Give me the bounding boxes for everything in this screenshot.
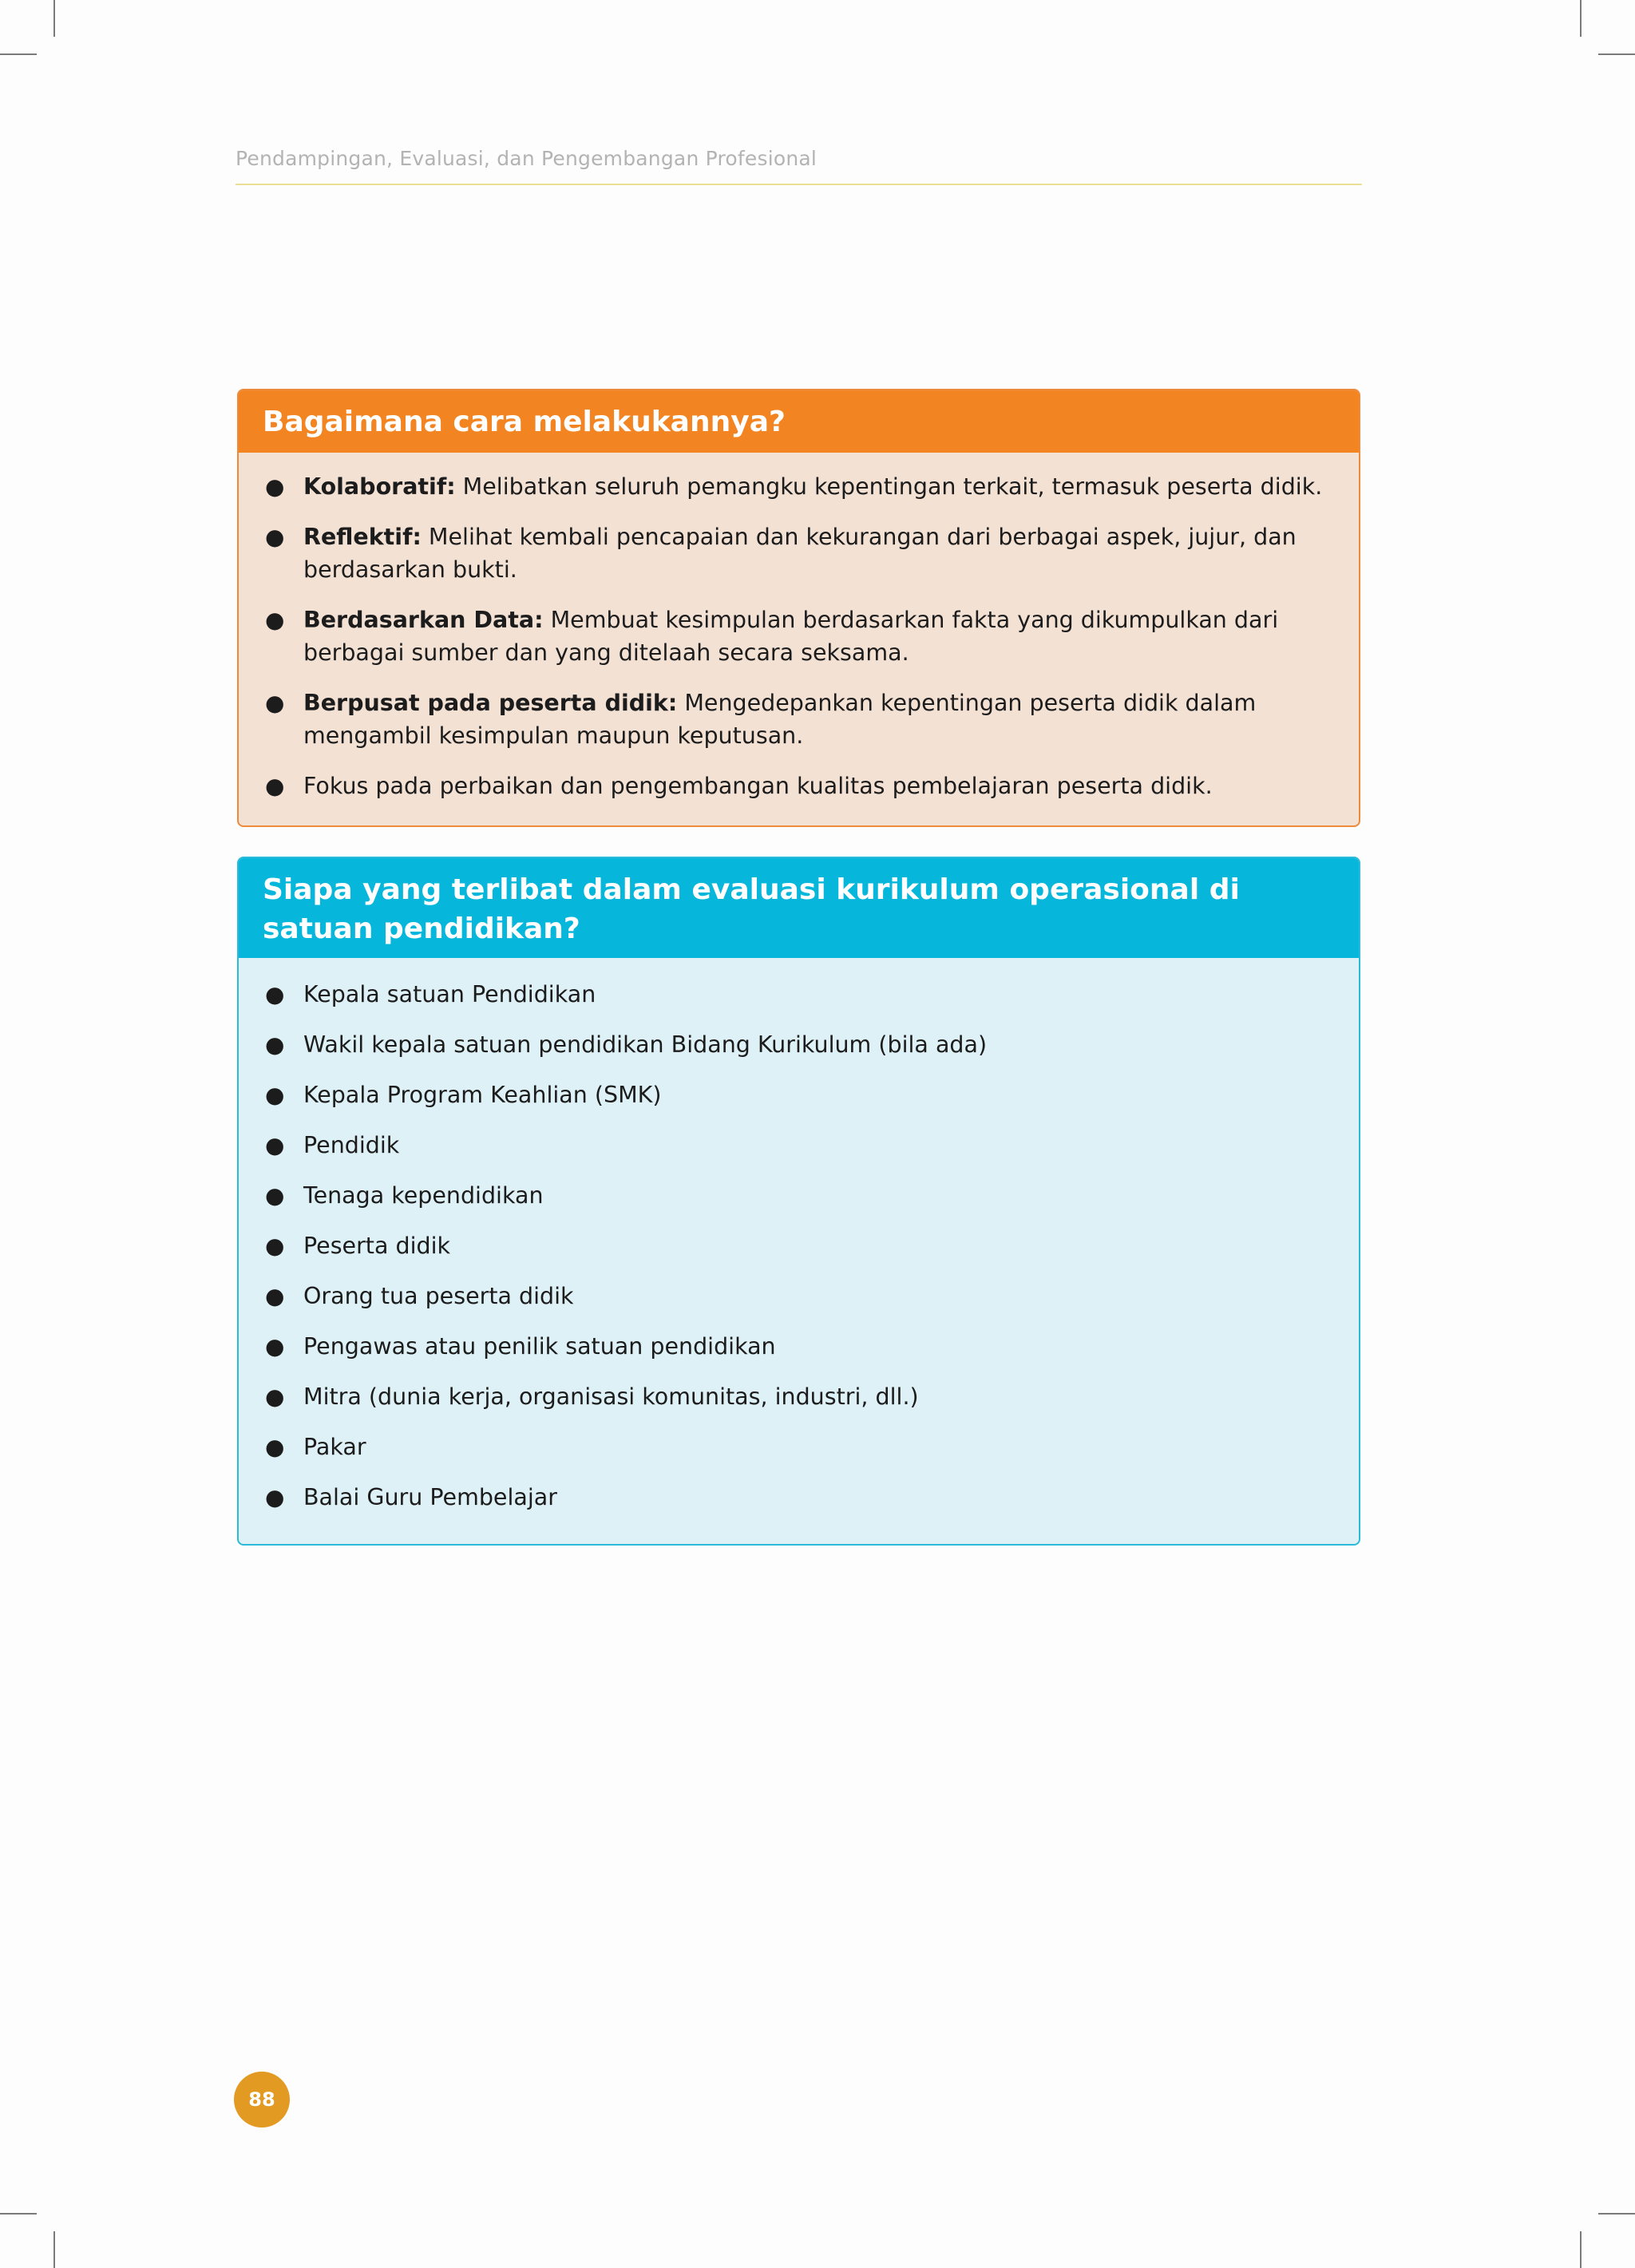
list-item: ● Balai Guru Pembelajar (265, 1481, 1335, 1514)
list-item: ● Kepala Program Keahlian (SMK) (265, 1079, 1335, 1111)
bullet-icon: ● (265, 1333, 285, 1360)
bullet-icon: ● (265, 1132, 285, 1158)
bullet-icon: ● (265, 1233, 285, 1259)
list-item: ● Berdasarkan Data: Membuat kesimpulan berdasarkan fakta yang dikumpulkan dari berbagai sumber dan yang ditelaah secara seksama. (265, 604, 1335, 669)
who-involved-box-title: Siapa yang terlibat dalam evaluasi kurikulum operasional di satuan pendidikan? (239, 858, 1359, 958)
list-item: ● Orang tua peserta didik (265, 1280, 1335, 1312)
bullet-icon: ● (265, 1182, 285, 1209)
crop-mark (0, 2213, 37, 2215)
crop-mark (53, 2231, 55, 2268)
bullet-icon: ● (265, 773, 285, 799)
list-item: ● Berpusat pada peserta didik: Mengedepankan kepentingan peserta didik dalam mengambil kesimpulan maupun keputusan. (265, 687, 1335, 752)
how-to-box-title: Bagaimana cara melakukannya? (239, 390, 1359, 453)
list-item: ● Fokus pada perbaikan dan pengembangan kualitas pembelajaran peserta didik. (265, 770, 1335, 802)
list-item: ● Wakil kepala satuan pendidikan Bidang Kurikulum (bila ada) (265, 1028, 1335, 1061)
bullet-icon: ● (265, 1434, 285, 1460)
list-item: ● Pengawas atau penilik satuan pendidikan (265, 1330, 1335, 1363)
list-item: ● Mitra (dunia kerja, organisasi komunitas, industri, dll.) (265, 1380, 1335, 1413)
list-item: ● Pakar (265, 1431, 1335, 1463)
how-to-list (239, 453, 1359, 802)
crop-mark (1580, 0, 1582, 37)
running-header: Pendampingan, Evaluasi, dan Pengembangan Profesional (236, 147, 818, 170)
list-item: ● Tenaga kependidikan (265, 1179, 1335, 1212)
bullet-icon: ● (265, 981, 285, 1007)
bullet-icon: ● (265, 1484, 285, 1510)
bullet-icon: ● (265, 473, 285, 500)
who-involved-box (237, 857, 1360, 1546)
bullet-icon: ● (265, 690, 285, 716)
crop-mark (53, 0, 55, 37)
crop-mark (0, 53, 37, 55)
crop-mark (1580, 2231, 1582, 2268)
who-involved-list (239, 958, 1359, 1514)
list-item: ● Kolaboratif: Melibatkan seluruh pemangku kepentingan terkait, termasuk peserta didik. (265, 470, 1335, 503)
bullet-icon: ● (265, 524, 285, 550)
page-number-badge: 88 (234, 2072, 290, 2127)
crop-mark (1598, 53, 1635, 55)
header-rule (236, 184, 1362, 185)
list-item: ● Reflektif: Melihat kembali pencapaian dan kekurangan dari berbagai aspek, jujur, dan berdasarkan bukti. (265, 520, 1335, 586)
list-item: ● Pendidik (265, 1129, 1335, 1162)
crop-mark (1598, 2213, 1635, 2215)
bullet-icon: ● (265, 1082, 285, 1108)
list-item: ● Kepala satuan Pendidikan (265, 978, 1335, 1011)
bullet-icon: ● (265, 1283, 285, 1309)
bullet-icon: ● (265, 607, 285, 633)
list-item: ● Peserta didik (265, 1229, 1335, 1262)
how-to-box (237, 389, 1360, 827)
bullet-icon: ● (265, 1031, 285, 1058)
bullet-icon: ● (265, 1383, 285, 1410)
